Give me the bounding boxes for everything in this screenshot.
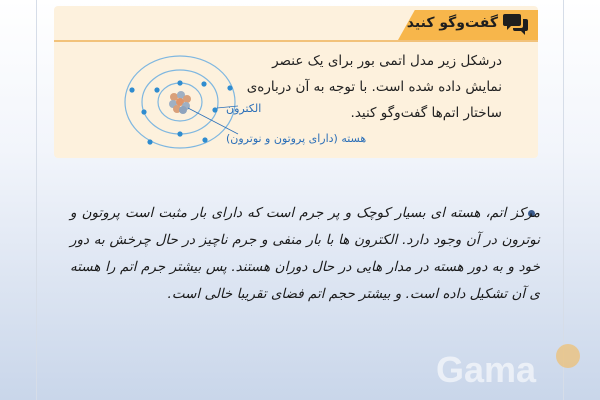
card-body-text: درشکل زیر مدل اتمی بور برای یک عنصر نمایش داده شده است. با توجه به آن درباره‌ی ساختار اتم‌ها گفت‌وگو کنید. — [246, 53, 502, 121]
electron — [212, 107, 217, 112]
electron — [154, 87, 159, 92]
bullet-paragraph: مرکز اتم، هسته ای بسیار کوچک و پر جرم است که دارای بار مثبت است پروتون و نوترون در آن وجود دارد. الکترون ها با بار منفی و جرم ناچیز در حال چرخش به دور خود و به دور هسته در مدار هایی در حال دوران هستند. پس بیشتر جرم اتم را هسته ی آن تشکیل داده است. و بیشتر حجم اتم فضای تقریبا خالی است. — [70, 205, 540, 302]
chat-bubbles-icon — [502, 10, 530, 38]
electron — [141, 109, 146, 114]
watermark-text: Gama — [436, 349, 537, 388]
card-title: گفت‌وگو کنید — [406, 15, 498, 31]
card-divider — [54, 40, 538, 42]
discussion-card — [54, 6, 538, 158]
electron — [147, 139, 152, 144]
card-header — [54, 6, 538, 40]
electron — [201, 81, 206, 86]
electron — [227, 85, 232, 90]
electron — [202, 137, 207, 142]
electron — [129, 87, 134, 92]
nucleus-label: هسته (دارای پروتون و نوترون) — [226, 132, 367, 145]
electron — [177, 80, 182, 85]
left-border-line — [36, 0, 37, 400]
nucleus — [169, 91, 191, 114]
electron-label: الکترون — [226, 102, 262, 115]
gama-watermark-logo — [436, 342, 586, 388]
electron — [177, 131, 182, 136]
right-border-line — [563, 0, 564, 400]
